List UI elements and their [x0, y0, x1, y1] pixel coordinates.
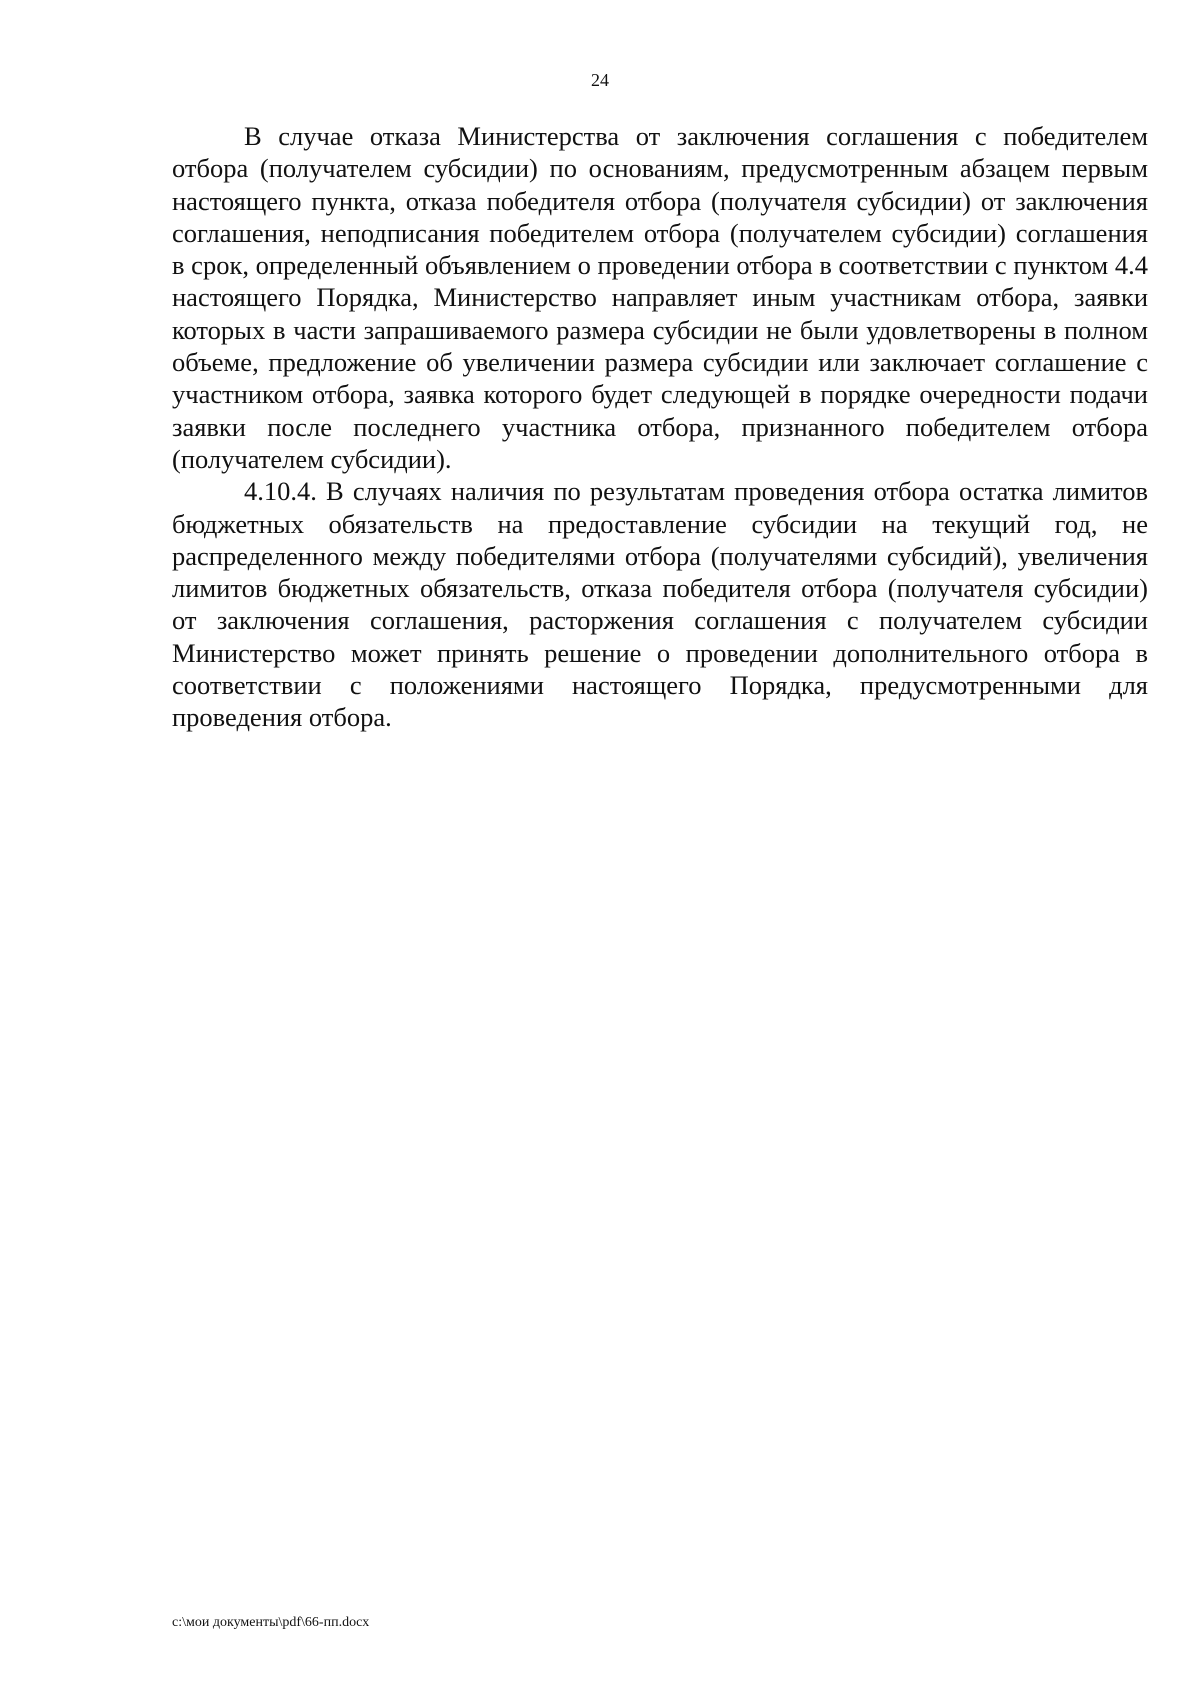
paragraph-refusal-agreement: В случае отказа Министерства от заключения соглашения с победителем отбора (получателем субсидии) по основаниям, предусмотренным абзацем первым настоящего пункта, отказа победителя отбора (получателя субсидии) от заключения соглашения, неподписания победителем отбора (получателем субсидии) соглашения в срок, определенный объявлением о проведении отбора в соответствии с пунктом 4.4 настоящего Порядка, Министерство направляет иным участникам отбора, заявки которых в части запрашиваемого размера субсидии не были удовлетворены в полном объеме, предложение об увеличении размера субсидии или заключает соглашение с участником отбора, заявка которого будет следующей в порядке очередности подачи заявки после последнего участника отбора, признанного победителем отбора (получателем субсидии). — [172, 121, 1148, 474]
paragraph-4-10-4: 4.10.4. В случаях наличия по результатам проведения отбора остатка лимитов бюджетных обязательств на предоставление субсидии на текущий год, не распределенного между победителями отбора (получателями субсидий), увеличения лимитов бюджетных обязательств, отказа победителя отбора (получателя субсидии) от заключения соглашения, расторжения соглашения с получателем субсидии Министерство может принять решение о проведении дополнительного отбора в соответствии с положениями настоящего Порядка, предусмотренными для проведения отбора. — [172, 476, 1148, 733]
document-body — [172, 120, 1148, 734]
footer-file-path: c:\мои документы\pdf\66-пп.docx — [172, 1615, 370, 1630]
page-number: 24 — [591, 70, 609, 90]
